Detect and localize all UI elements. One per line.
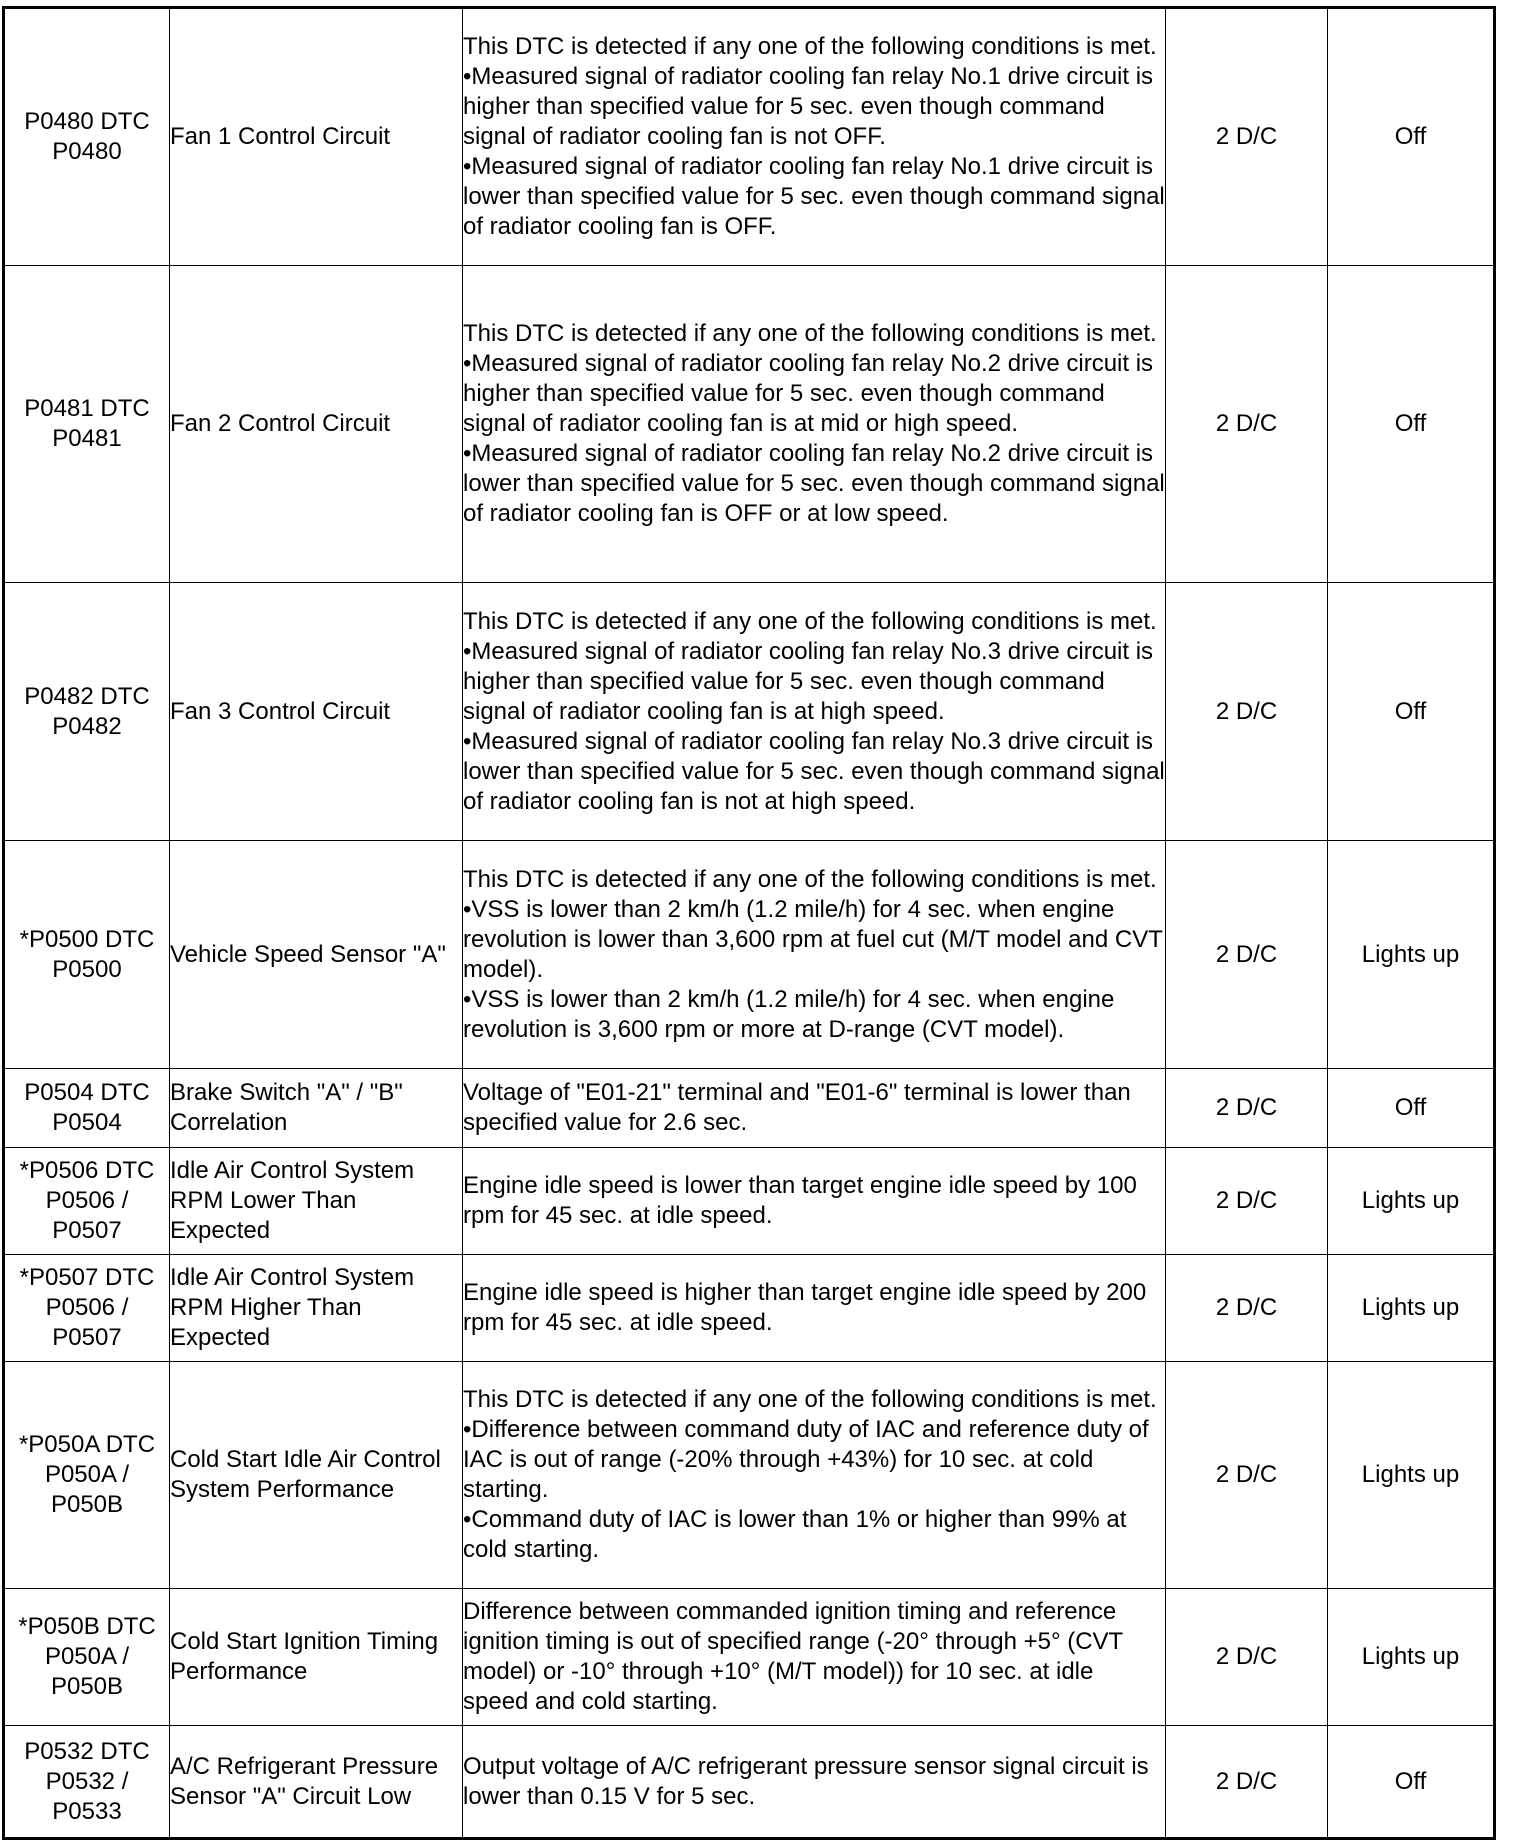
- detection-condition-line: •Measured signal of radiator cooling fan relay No.2 drive circuit is lower than specified value for 5 sec. even though command signal of radiator cooling fan is OFF or at low speed.: [463, 440, 1165, 527]
- dtc-code-line: *P0506 DTC: [19, 1157, 155, 1184]
- detection-condition-cell: [463, 583, 1166, 841]
- mil-status-cell: Lights up: [1328, 1362, 1495, 1589]
- detection-logic-cell: 2 D/C: [1166, 266, 1328, 583]
- dtc-name-cell: A/C Refrigerant Pressure Sensor "A" Circuit Low: [170, 1726, 463, 1839]
- dtc-code-cell: [4, 1589, 170, 1726]
- detection-condition-line: Difference between commanded ignition timing and reference ignition timing is out of specified range (-20° through +5° (CVT model) or -10° through +10° (M/T model)) for 10 sec. at idle speed and cold starting.: [463, 1598, 1123, 1715]
- table-row: [4, 1726, 1495, 1839]
- detection-condition-line: Engine idle speed is higher than target engine idle speed by 200 rpm for 45 sec. at idle speed.: [463, 1279, 1147, 1336]
- detection-condition-cell: [463, 1362, 1166, 1589]
- dtc-code-line: *P050A DTC: [18, 1431, 156, 1458]
- detection-condition-line: •Measured signal of radiator cooling fan relay No.1 drive circuit is higher than specified value for 5 sec. even though command signal of radiator cooling fan is not OFF.: [463, 63, 1154, 150]
- dtc-code-line: *P050B DTC: [18, 1613, 156, 1640]
- detection-condition-line: •VSS is lower than 2 km/h (1.2 mile/h) for 4 sec. when engine revolution is lower than 3,600 rpm at fuel cut (M/T model and CVT model).: [463, 895, 1163, 983]
- mil-status-cell: Lights up: [1328, 1255, 1495, 1362]
- detection-logic-cell: 2 D/C: [1166, 1362, 1328, 1589]
- dtc-code-line: P050B: [50, 1491, 124, 1518]
- dtc-name-cell: Fan 1 Control Circuit: [170, 8, 463, 266]
- table-row: [4, 583, 1495, 841]
- table-row: [4, 1069, 1495, 1148]
- detection-condition-cell: [463, 1255, 1166, 1362]
- dtc-code-cell: [4, 841, 170, 1069]
- detection-condition-cell: [463, 1148, 1166, 1255]
- dtc-code-line: P0500: [52, 955, 122, 983]
- detection-condition-line: •Measured signal of radiator cooling fan relay No.2 drive circuit is higher than specified value for 5 sec. even though command signal of radiator cooling fan is at mid or high speed.: [463, 350, 1154, 437]
- dtc-table: [2, 6, 1496, 1840]
- detection-logic-cell: 2 D/C: [1166, 8, 1328, 266]
- dtc-name-cell: Idle Air Control System RPM Higher Than Expected: [170, 1255, 463, 1362]
- table-row: [4, 1589, 1495, 1726]
- dtc-code-line: P050A /: [44, 1643, 130, 1670]
- detection-logic-cell: 2 D/C: [1166, 1255, 1328, 1362]
- detection-logic-cell: 2 D/C: [1166, 1589, 1328, 1726]
- dtc-name-cell: Fan 2 Control Circuit: [170, 266, 463, 583]
- dtc-code-line: P0482 DTC: [24, 682, 150, 710]
- dtc-code-line: P0506 /: [45, 1294, 129, 1321]
- dtc-code-line: P0504: [52, 1109, 122, 1136]
- dtc-name-cell: Cold Start Ignition Timing Performance: [170, 1589, 463, 1726]
- detection-condition-line: Voltage of "E01-21" terminal and "E01-6" terminal is lower than specified value for 2.6 sec.: [463, 1079, 1131, 1136]
- detection-condition-line: •Command duty of IAC is lower than 1% or higher than 99% at cold starting.: [463, 1506, 1127, 1563]
- dtc-code-cell: [4, 8, 170, 266]
- detection-condition-line: This DTC is detected if any one of the following conditions is met.: [463, 865, 1157, 893]
- dtc-name-cell: Cold Start Idle Air Control System Performance: [170, 1362, 463, 1589]
- mil-status-cell: Off: [1328, 1069, 1495, 1148]
- detection-condition-line: •Measured signal of radiator cooling fan relay No.3 drive circuit is lower than specified value for 5 sec. even though command signal of radiator cooling fan is not at high speed.: [463, 727, 1165, 815]
- dtc-code-line: P0481 DTC: [24, 395, 150, 422]
- mil-status-cell: Lights up: [1328, 1589, 1495, 1726]
- table-row: [4, 266, 1495, 583]
- dtc-code-line: P0482: [52, 712, 122, 740]
- detection-condition-line: This DTC is detected if any one of the following conditions is met.: [463, 33, 1157, 60]
- table-row: [4, 1148, 1495, 1255]
- detection-condition-line: •VSS is lower than 2 km/h (1.2 mile/h) for 4 sec. when engine revolution is 3,600 rpm or more at D-range (CVT model).: [463, 985, 1115, 1043]
- dtc-code-cell: [4, 583, 170, 841]
- mil-status-cell: Off: [1328, 8, 1495, 266]
- dtc-code-line: P0507: [52, 1324, 122, 1351]
- detection-condition-line: This DTC is detected if any one of the following conditions is met.: [463, 320, 1157, 347]
- detection-condition-line: Output voltage of A/C refrigerant pressure sensor signal circuit is lower than 0.15 V for 5 sec.: [463, 1752, 1149, 1810]
- detection-condition-line: •Measured signal of radiator cooling fan relay No.1 drive circuit is lower than specified value for 5 sec. even though command signal of radiator cooling fan is OFF.: [463, 153, 1165, 240]
- detection-condition-cell: [463, 1589, 1166, 1726]
- dtc-code-line: *P0507 DTC: [19, 1264, 155, 1291]
- detection-condition-line: This DTC is detected if any one of the following conditions is met.: [463, 1386, 1157, 1413]
- dtc-name-cell: Brake Switch "A" / "B" Correlation: [170, 1069, 463, 1148]
- detection-logic-cell: 2 D/C: [1166, 1069, 1328, 1148]
- table-row: [4, 841, 1495, 1069]
- detection-condition-line: •Difference between command duty of IAC and reference duty of IAC is out of range (-20% through +43%) for 10 sec. at cold starting.: [463, 1416, 1149, 1503]
- dtc-name-cell: Idle Air Control System RPM Lower Than Expected: [170, 1148, 463, 1255]
- mil-status-cell: Off: [1328, 1726, 1495, 1839]
- dtc-code-line: P050A /: [44, 1461, 130, 1488]
- detection-logic-cell: 2 D/C: [1166, 1726, 1328, 1839]
- dtc-code-line: P0480 DTC: [24, 108, 150, 135]
- dtc-code-cell: [4, 266, 170, 583]
- dtc-code-line: P0532 DTC: [24, 1737, 150, 1765]
- dtc-name-cell: Fan 3 Control Circuit: [170, 583, 463, 841]
- detection-condition-cell: [463, 1069, 1166, 1148]
- detection-logic-cell: 2 D/C: [1166, 583, 1328, 841]
- dtc-code-line: P0480: [52, 138, 122, 165]
- dtc-code-cell: [4, 1069, 170, 1148]
- dtc-code-line: P0532 /: [45, 1767, 129, 1795]
- mil-status-cell: Off: [1328, 266, 1495, 583]
- table-row: [4, 8, 1495, 266]
- table-row: [4, 1362, 1495, 1589]
- detection-condition-line: This DTC is detected if any one of the following conditions is met.: [463, 607, 1157, 635]
- dtc-code-cell: [4, 1148, 170, 1255]
- dtc-code-cell: [4, 1362, 170, 1589]
- detection-condition-line: •Measured signal of radiator cooling fan relay No.3 drive circuit is higher than specified value for 5 sec. even though command signal of radiator cooling fan is at high speed.: [463, 637, 1154, 725]
- dtc-table-body: [4, 8, 1495, 1839]
- table-row: [4, 1255, 1495, 1362]
- mil-status-cell: Lights up: [1328, 1148, 1495, 1255]
- detection-condition-cell: [463, 8, 1166, 266]
- dtc-code-line: P050B: [50, 1673, 124, 1700]
- detection-logic-cell: 2 D/C: [1166, 841, 1328, 1069]
- dtc-code-line: P0504 DTC: [24, 1079, 150, 1106]
- mil-status-cell: Lights up: [1328, 841, 1495, 1069]
- detection-condition-cell: [463, 841, 1166, 1069]
- detection-condition-line: Engine idle speed is lower than target engine idle speed by 100 rpm for 45 sec. at idle speed.: [463, 1172, 1137, 1229]
- dtc-name-cell: Vehicle Speed Sensor "A": [170, 841, 463, 1069]
- dtc-code-line: P0506 /: [45, 1187, 129, 1214]
- dtc-code-line: P0533: [52, 1797, 122, 1825]
- detection-condition-cell: [463, 266, 1166, 583]
- dtc-code-line: P0481: [52, 425, 122, 452]
- dtc-code-cell: [4, 1726, 170, 1839]
- detection-condition-cell: [463, 1726, 1166, 1839]
- dtc-code-line: P0507: [52, 1217, 122, 1244]
- dtc-code-cell: [4, 1255, 170, 1362]
- mil-status-cell: Off: [1328, 583, 1495, 841]
- dtc-code-line: *P0500 DTC: [19, 925, 155, 953]
- detection-logic-cell: 2 D/C: [1166, 1148, 1328, 1255]
